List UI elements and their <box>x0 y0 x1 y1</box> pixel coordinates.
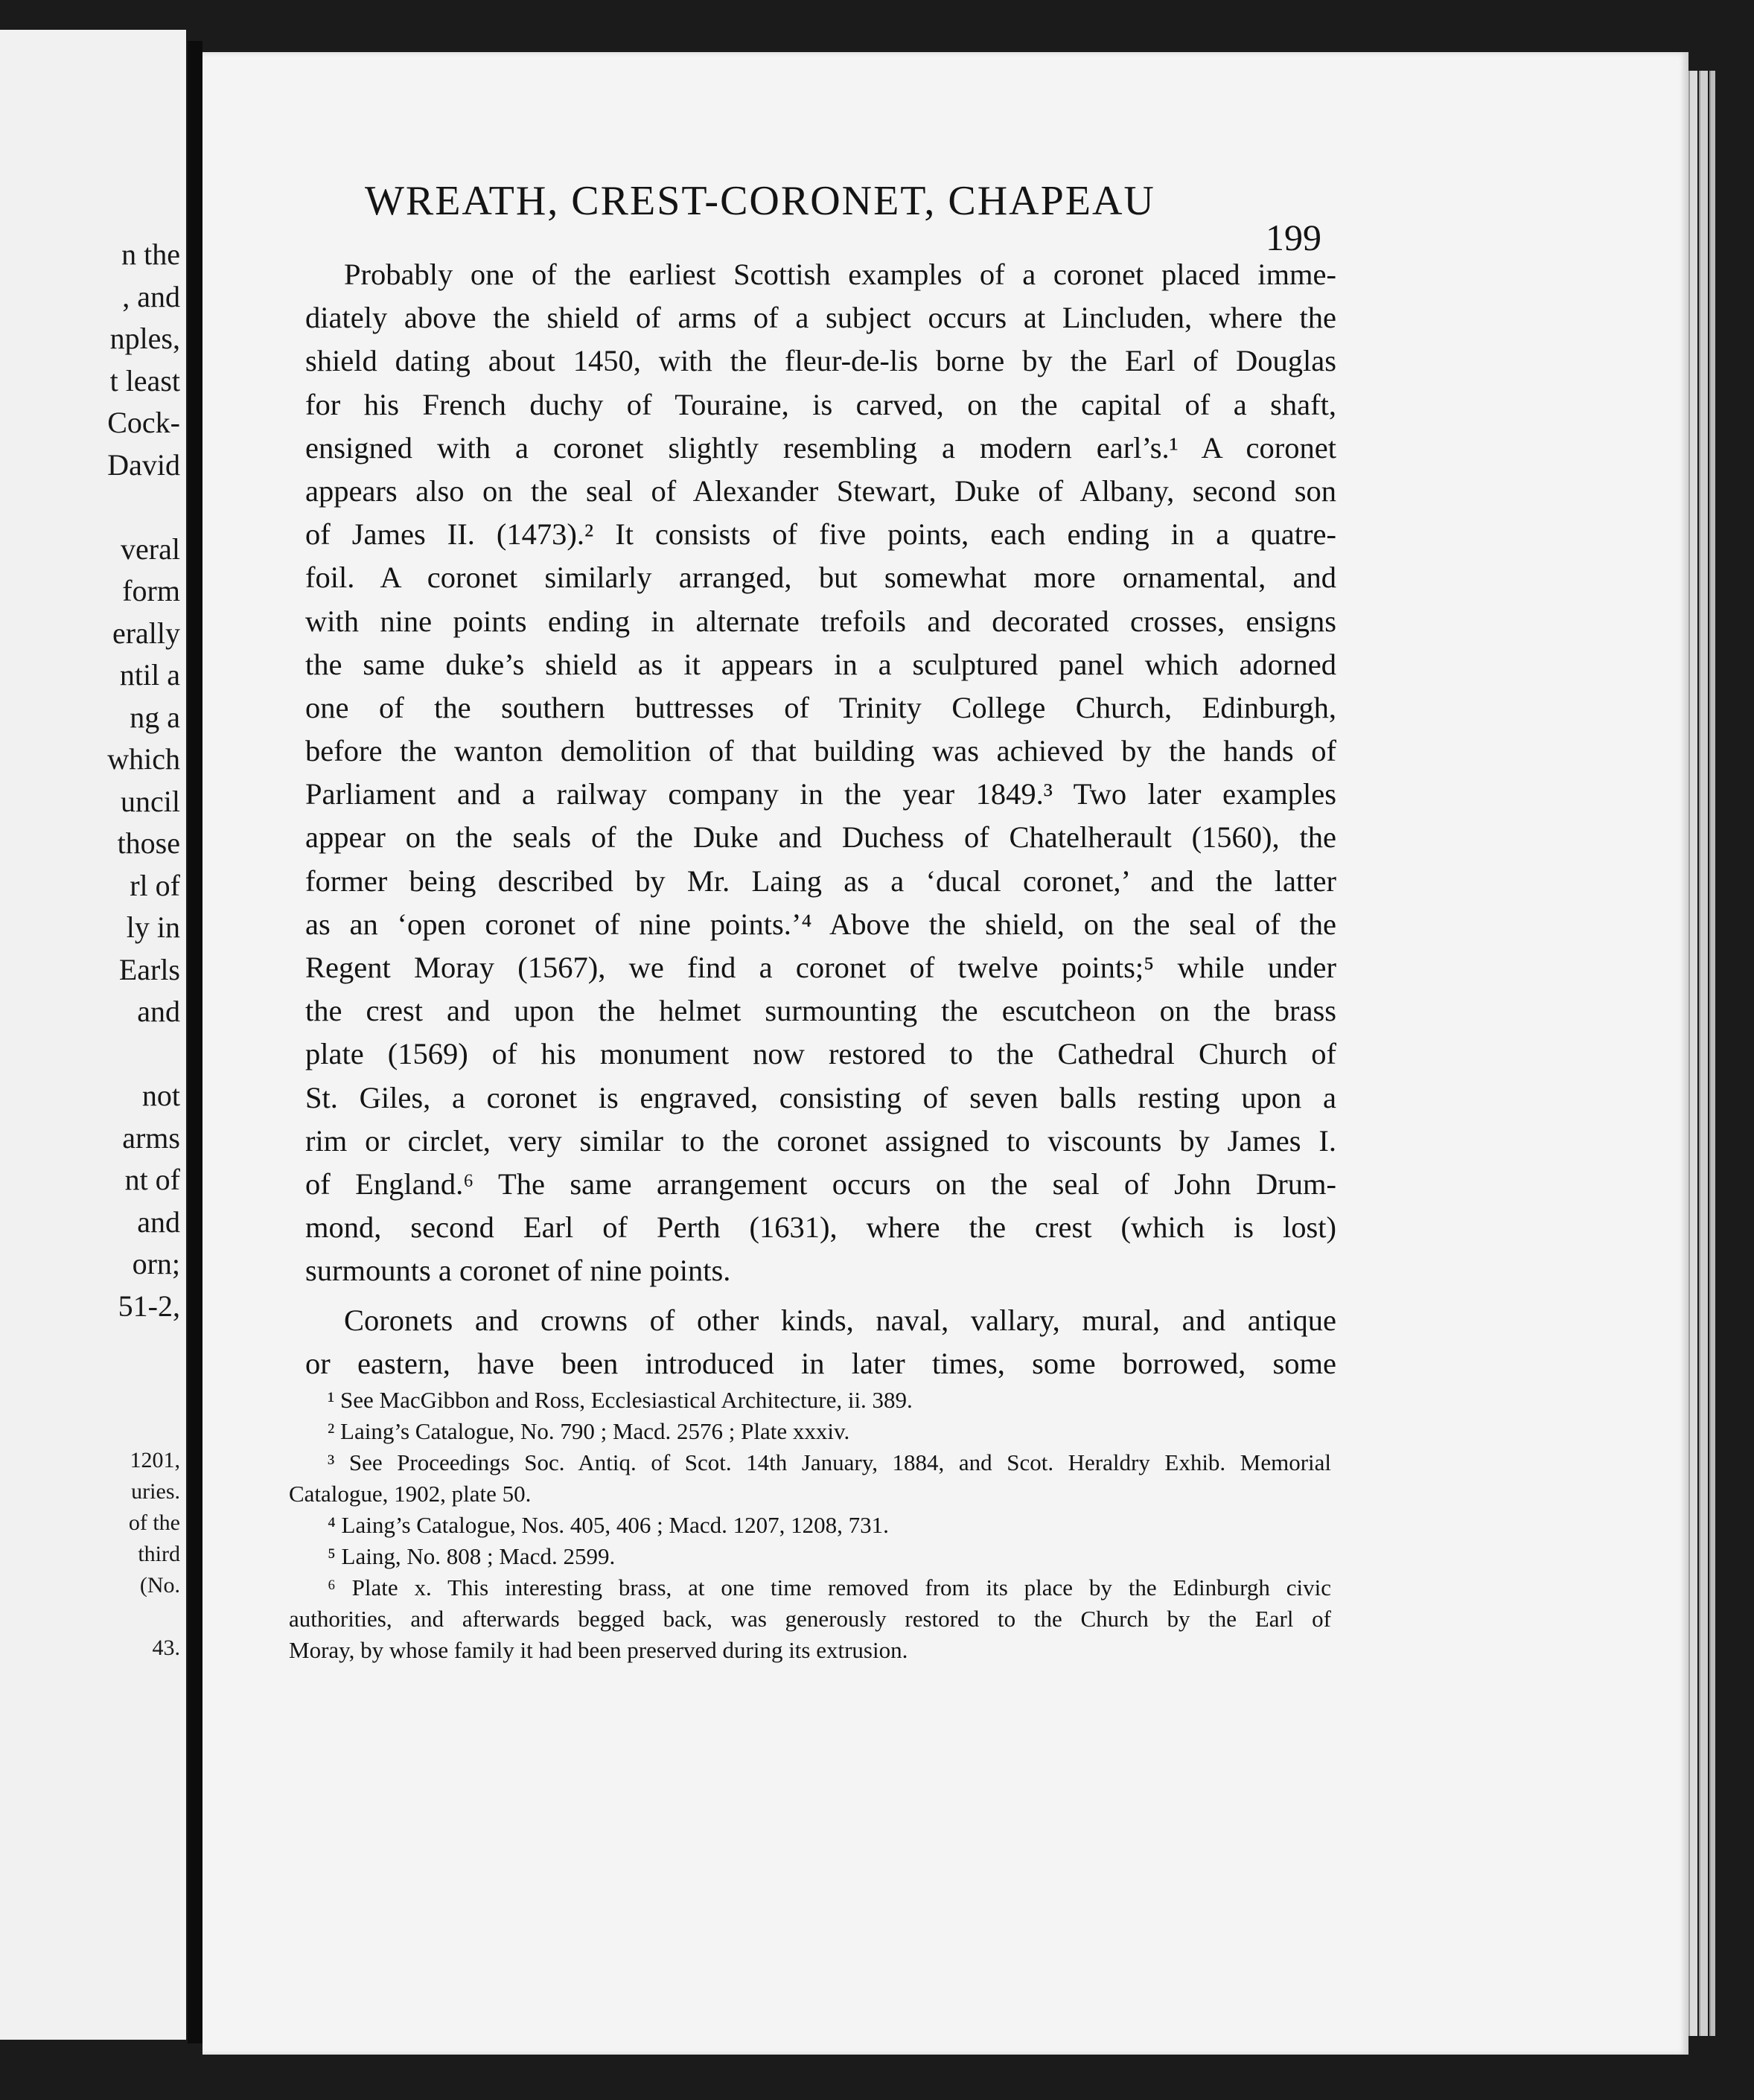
left-page-note-line: third <box>138 1542 180 1566</box>
text-line: ensigned with a coronet slightly resembling a modern earl’s.¹ A coronet <box>305 430 1336 465</box>
text-line: appear on the seals of the Duke and Duchess of Chatelherault (1560), the <box>305 820 1336 855</box>
footnote <box>289 1447 1331 1510</box>
left-page-line: 51-2, <box>118 1289 180 1323</box>
left-page-line: , and <box>122 279 180 313</box>
left-page-line: Earls <box>118 952 180 986</box>
text-line: Probably one of the earliest Scottish examples of a coronet placed imme- <box>344 258 1336 291</box>
left-page-note-line: (No. <box>139 1573 180 1598</box>
text-line: appears also on the seal of Alexander Stewart, Duke of Albany, second son <box>305 473 1336 508</box>
page-edge <box>1688 71 1697 2036</box>
footnote-line: ³ See Proceedings Soc. Antiq. of Scot. 14th January, 1884, and Scot. Heraldry Exhib. Memorial <box>328 1449 1331 1475</box>
body-text <box>305 253 1336 1385</box>
left-facing-page <box>0 30 186 2040</box>
text-line: Coronets and crowns of other kinds, naval, vallary, mural, and antique <box>344 1303 1336 1337</box>
left-page-line: ly in <box>126 910 180 944</box>
text-line: with nine points ending in alternate trefoils and decorated crosses, ensigns <box>305 604 1336 638</box>
left-page-note-line: of the <box>128 1510 180 1535</box>
text-line: surmounts a coronet of nine points. <box>305 1254 731 1288</box>
left-page-line: those <box>117 826 180 860</box>
text-line: former being described by Mr. Laing as a ‘ducal coronet,’ and the latter <box>305 864 1336 898</box>
text-line: or eastern, have been introduced in later times, some borrowed, some <box>305 1346 1336 1380</box>
left-page-line: which <box>107 742 180 776</box>
text-line: plate (1569) of his monument now restored to the Cathedral Church of <box>305 1037 1336 1071</box>
left-page-line: nt of <box>124 1163 180 1196</box>
text-line: Regent Moray (1567), we find a coronet of twelve points;⁵ while under <box>305 951 1336 984</box>
text-line: one of the southern buttresses of Trinity College Church, Edinburgh, <box>305 690 1336 724</box>
left-page-line: nples, <box>109 322 180 355</box>
footnote-line: ⁵ Laing, No. 808 ; Macd. 2599. <box>328 1543 616 1569</box>
text-line: foil. A coronet similarly arranged, but somewhat more ornamental, and <box>305 561 1336 595</box>
running-head: WREATH, CREST-CORONET, CHAPEAU <box>365 178 1155 224</box>
left-page-line: uncil <box>121 784 180 818</box>
footnote-line: Catalogue, 1902, plate 50. <box>289 1481 532 1507</box>
left-page-line: and <box>137 1204 180 1239</box>
left-page-line: and <box>137 995 180 1028</box>
left-page-line: n the <box>121 237 180 271</box>
footnote-line: ² Laing’s Catalogue, No. 790 ; Macd. 2576 ; Plate xxxiv. <box>328 1418 850 1444</box>
text-line: as an ‘open coronet of nine points.’⁴ Above the shield, on the seal of the <box>305 907 1336 941</box>
text-line: of James II. (1473).² It consists of five points, each ending in a quatre- <box>305 517 1336 552</box>
left-page-line: t least <box>109 363 180 398</box>
left-page-line: not <box>141 1079 180 1112</box>
left-page-line: ntil a <box>119 658 180 692</box>
text-line: mond, second Earl of Perth (1631), where the crest (which is lost) <box>305 1210 1336 1245</box>
left-page-line: arms <box>122 1120 180 1155</box>
footnote <box>289 1541 1331 1572</box>
left-page-line: erally <box>112 616 180 650</box>
left-page-line: form <box>122 574 180 607</box>
book-gutter <box>188 41 202 2043</box>
page-number: 199 <box>1266 217 1321 258</box>
page-edge <box>1699 71 1708 2036</box>
footnote <box>289 1572 1331 1666</box>
text-line: the crest and upon the helmet surmounting the escutcheon on the brass <box>305 994 1336 1028</box>
text-line: rim or circlet, very similar to the coronet assigned to viscounts by James I. <box>305 1123 1336 1158</box>
left-page-line: ng a <box>130 700 180 734</box>
footnote-line: Moray, by whose family it had been preserved during its extrusion. <box>289 1637 908 1663</box>
left-page-line: rl of <box>130 868 180 902</box>
text-line: before the wanton demolition of that building was achieved by the hands of <box>305 734 1336 768</box>
paragraph <box>305 253 1336 1293</box>
left-page-note-line: 1201, <box>130 1448 180 1472</box>
left-page-note-line: uries. <box>131 1479 180 1504</box>
footnote <box>289 1510 1331 1541</box>
text-line: shield dating about 1450, with the fleur-de-lis borne by the Earl of Douglas <box>305 344 1336 378</box>
footnote-line: authorities, and afterwards begged back, was generously restored to the Church by the Earl of <box>289 1606 1331 1632</box>
left-page-line: orn; <box>132 1247 180 1280</box>
text-line: of England.⁶ The same arrangement occurs on the seal of John Drum- <box>305 1167 1336 1201</box>
text-line: for his French duchy of Touraine, is carved, on the capital of a shaft, <box>305 387 1336 421</box>
text-line: diately above the shield of arms of a subject occurs at Lincluden, where the <box>305 301 1336 335</box>
footnote <box>289 1385 1331 1416</box>
paragraph <box>305 1299 1336 1385</box>
text-line: St. Giles, a coronet is engraved, consisting of seven balls resting upon a <box>305 1080 1336 1114</box>
left-page-note-line: 43. <box>152 1635 180 1660</box>
text-line: Parliament and a railway company in the year 1849.³ Two later examples <box>305 777 1336 811</box>
left-page-line: Cock- <box>107 406 180 439</box>
footnote-line: ⁶ Plate x. This interesting brass, at one time removed from its place by the Edinburgh civic <box>328 1574 1331 1600</box>
footnote-line: ⁴ Laing’s Catalogue, Nos. 405, 406 ; Macd. 1207, 1208, 731. <box>328 1512 889 1538</box>
left-page-line: veral <box>121 532 180 566</box>
footnotes <box>289 1385 1331 1666</box>
page-edge <box>1709 71 1715 2036</box>
left-page-line: David <box>107 447 180 482</box>
footnote-line: ¹ See MacGibbon and Ross, Ecclesiastical Architecture, ii. 389. <box>328 1387 913 1413</box>
text-line: the same duke’s shield as it appears in a sculptured panel which adorned <box>305 647 1336 681</box>
footnote <box>289 1416 1331 1447</box>
